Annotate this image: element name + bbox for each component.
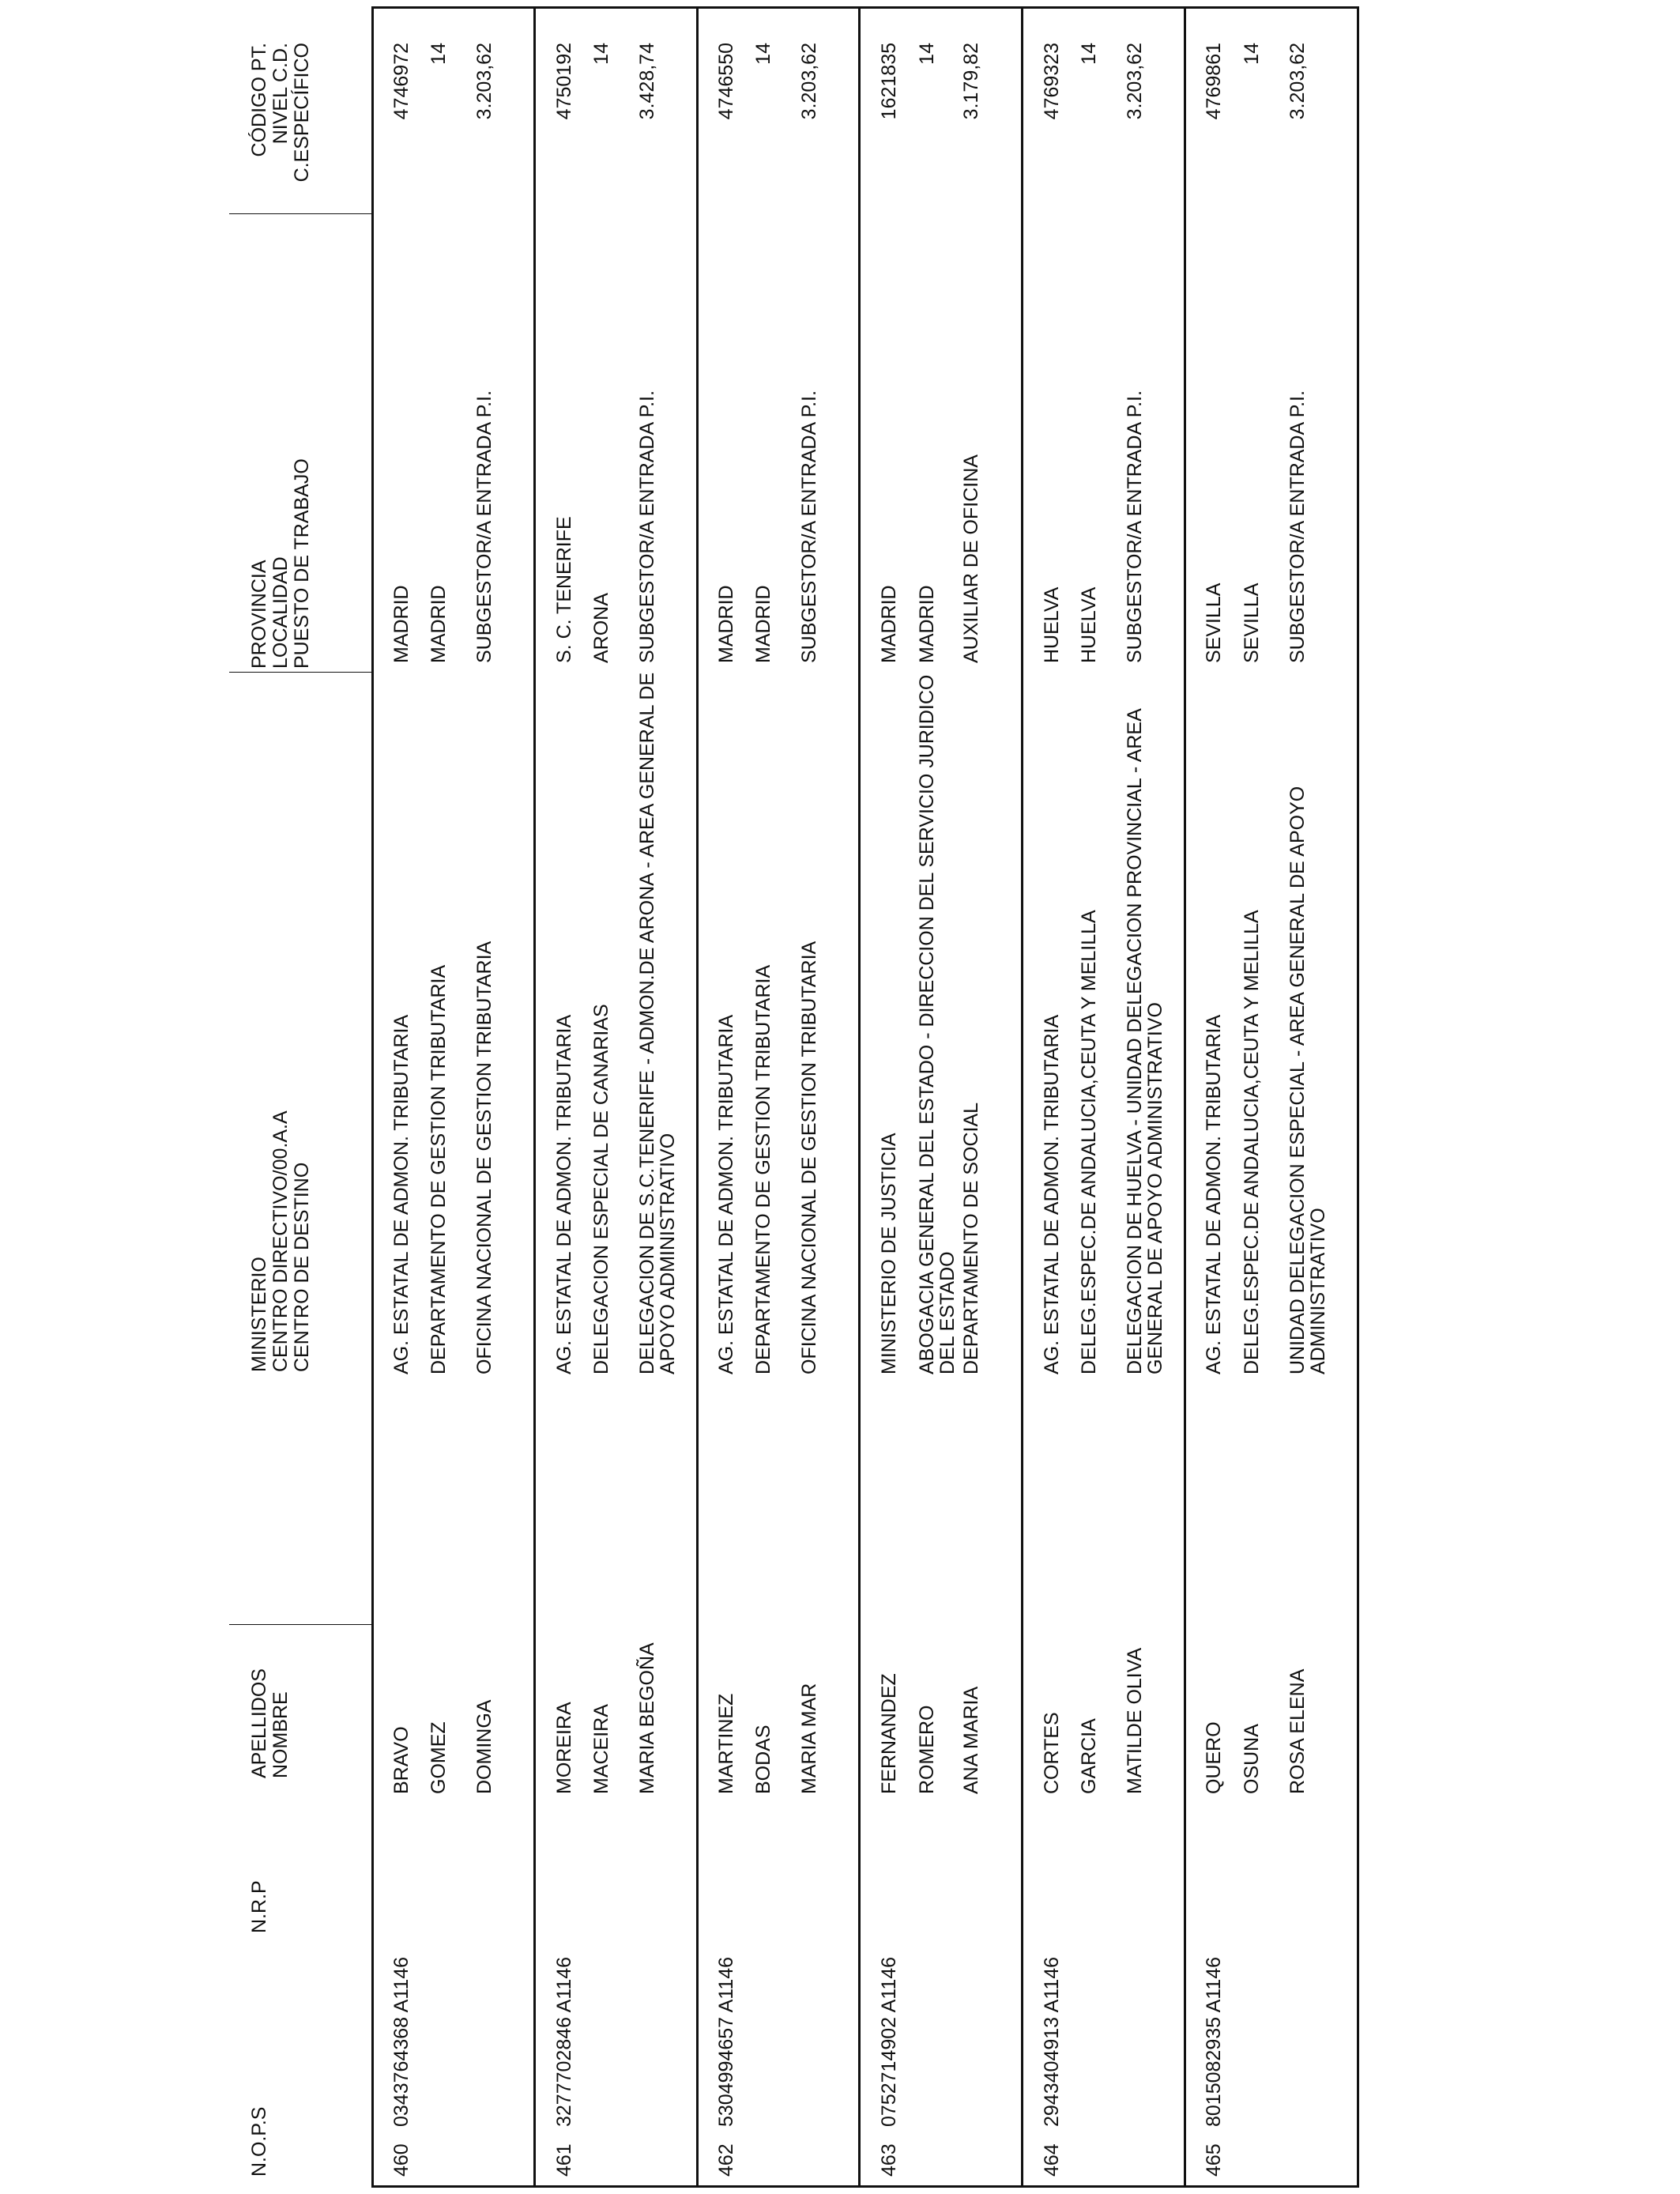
provincia-cell: MADRID bbox=[878, 585, 900, 663]
nops-cell: 460 bbox=[390, 2143, 412, 2177]
puesto-cell: SUBGESTOR/A ENTRADA P.I. bbox=[1124, 390, 1146, 663]
centro-destino-cell: UNIDAD DELEGACION ESPECIAL - AREA GENERAL DE APOYO ADMINISTRATIVO bbox=[1286, 786, 1329, 1374]
apellido2-cell: MACEIRA bbox=[590, 1704, 612, 1794]
centro-directivo-cell: DEPARTAMENTO DE GESTION TRIBUTARIA bbox=[428, 964, 450, 1374]
ministerio-cell: AG. ESTATAL DE ADMON. TRIBUTARIA bbox=[1041, 1014, 1063, 1374]
nrp-cell: 0752714902 A1146 bbox=[878, 1956, 900, 2127]
centro-destino-cell: DEPARTAMENTO DE SOCIAL bbox=[960, 1102, 982, 1374]
provincia-cell: MADRID bbox=[390, 585, 412, 663]
header-nops: N.O.P.S bbox=[248, 2106, 270, 2177]
nombre-cell: DOMINGA bbox=[473, 1699, 495, 1794]
row-separator bbox=[533, 6, 536, 2188]
provincia-cell: S. C. TENERIFE bbox=[553, 516, 575, 663]
provincia-cell: MADRID bbox=[715, 585, 737, 663]
codigo-pt-cell: 4746972 bbox=[390, 43, 412, 120]
header-ministerio: MINISTERIO CENTRO DIRECTIVO/00.A.A CENTRO DE DESTINO bbox=[248, 1110, 313, 1372]
apellido2-cell: GARCIA bbox=[1078, 1718, 1100, 1794]
nombre-cell: MARIA BEGOÑA bbox=[636, 1642, 658, 1794]
header-codigo: CÓDIGO PT. NIVEL C.D. C.ESPECÍFICO bbox=[248, 43, 313, 183]
row-separator bbox=[1021, 6, 1023, 2188]
nrp-cell: 3277702846 A1146 bbox=[553, 1956, 575, 2127]
localidad-cell: MADRID bbox=[428, 585, 450, 663]
provincia-cell: HUELVA bbox=[1041, 586, 1063, 663]
ministerio-cell: AG. ESTATAL DE ADMON. TRIBUTARIA bbox=[1203, 1014, 1225, 1374]
row-separator bbox=[858, 6, 861, 2188]
apellido2-cell: GOMEZ bbox=[428, 1721, 450, 1794]
localidad-cell: MADRID bbox=[916, 585, 938, 663]
localidad-cell: SEVILLA bbox=[1241, 582, 1263, 663]
nombre-cell: ANA MARIA bbox=[960, 1686, 982, 1794]
especifico-cell: 3.179,82 bbox=[960, 43, 982, 120]
nops-cell: 464 bbox=[1041, 2143, 1063, 2177]
centro-destino-cell: OFICINA NACIONAL DE GESTION TRIBUTARIA bbox=[798, 941, 820, 1374]
header-leader-line bbox=[229, 672, 371, 673]
header-leader-line bbox=[229, 213, 371, 214]
nrp-cell: 2943404913 A1146 bbox=[1041, 1956, 1063, 2127]
ministerio-cell: AG. ESTATAL DE ADMON. TRIBUTARIA bbox=[390, 1014, 412, 1374]
centro-destino-cell: DELEGACION DE HUELVA - UNIDAD DELEGACION PROVINCIAL - AREA GENERAL DE APOYO ADMINISTRATIVO bbox=[1124, 709, 1166, 1374]
centro-directivo-cell: DELEG.ESPEC.DE ANDALUCIA,CEUTA Y MELILLA bbox=[1078, 910, 1100, 1374]
nops-cell: 463 bbox=[878, 2143, 900, 2177]
centro-directivo-cell: ABOGACIA GENERAL DEL ESTADO - DIRECCION DEL SERVICIO JURIDICO DEL ESTADO bbox=[916, 674, 959, 1374]
nops-cell: 461 bbox=[553, 2143, 575, 2177]
provincia-cell: SEVILLA bbox=[1203, 582, 1225, 663]
puesto-cell: SUBGESTOR/A ENTRADA P.I. bbox=[1286, 390, 1309, 663]
puesto-cell: AUXILIAR DE OFICINA bbox=[960, 454, 982, 663]
nombre-cell: ROSA ELENA bbox=[1286, 1668, 1309, 1794]
apellido1-cell: MOREIRA bbox=[553, 1702, 575, 1794]
nrp-cell: 8015082935 A1146 bbox=[1203, 1956, 1225, 2127]
ministerio-cell: AG. ESTATAL DE ADMON. TRIBUTARIA bbox=[553, 1014, 575, 1374]
codigo-pt-cell: 4746550 bbox=[715, 43, 737, 120]
localidad-cell: HUELVA bbox=[1078, 586, 1100, 663]
nrp-cell: 5304994657 A1146 bbox=[715, 1956, 737, 2127]
nivel-cd-cell: 14 bbox=[428, 43, 450, 65]
localidad-cell: ARONA bbox=[590, 593, 612, 663]
puesto-cell: SUBGESTOR/A ENTRADA P.I. bbox=[473, 390, 495, 663]
centro-destino-cell: OFICINA NACIONAL DE GESTION TRIBUTARIA bbox=[473, 941, 495, 1374]
nombre-cell: MATILDE OLIVA bbox=[1124, 1647, 1146, 1794]
apellido1-cell: BRAVO bbox=[390, 1726, 412, 1794]
apellido2-cell: BODAS bbox=[752, 1725, 774, 1794]
nivel-cd-cell: 14 bbox=[916, 43, 938, 65]
codigo-pt-cell: 4769861 bbox=[1203, 43, 1225, 120]
apellido2-cell: ROMERO bbox=[916, 1705, 938, 1794]
apellido1-cell: MARTINEZ bbox=[715, 1693, 737, 1794]
codigo-pt-cell: 1621835 bbox=[878, 43, 900, 120]
especifico-cell: 3.203,62 bbox=[1286, 43, 1309, 120]
centro-directivo-cell: DELEG.ESPEC.DE ANDALUCIA,CEUTA Y MELILLA bbox=[1241, 910, 1263, 1374]
row-separator bbox=[696, 6, 699, 2188]
especifico-cell: 3.428,74 bbox=[636, 43, 658, 120]
nivel-cd-cell: 14 bbox=[752, 43, 774, 65]
especifico-cell: 3.203,62 bbox=[1124, 43, 1146, 120]
apellido2-cell: OSUNA bbox=[1241, 1724, 1263, 1794]
header-nrp: N.R.P bbox=[248, 1880, 270, 1933]
nombre-cell: MARIA MAR bbox=[798, 1683, 820, 1794]
apellido1-cell: FERNANDEZ bbox=[878, 1673, 900, 1794]
header-leader-line bbox=[229, 1624, 371, 1625]
apellido1-cell: QUERO bbox=[1203, 1721, 1225, 1794]
codigo-pt-cell: 4750192 bbox=[553, 43, 575, 120]
centro-directivo-cell: DEPARTAMENTO DE GESTION TRIBUTARIA bbox=[752, 964, 774, 1374]
codigo-pt-cell: 4769323 bbox=[1041, 43, 1063, 120]
nops-cell: 465 bbox=[1203, 2143, 1225, 2177]
nops-cell: 462 bbox=[715, 2143, 737, 2177]
localidad-cell: MADRID bbox=[752, 585, 774, 663]
nivel-cd-cell: 14 bbox=[1241, 43, 1263, 65]
ministerio-cell: MINISTERIO DE JUSTICIA bbox=[878, 1133, 900, 1374]
puesto-cell: SUBGESTOR/A ENTRADA P.I. bbox=[798, 390, 820, 663]
especifico-cell: 3.203,62 bbox=[473, 43, 495, 120]
header-apellidos: APELLIDOS NOMBRE bbox=[248, 1668, 292, 1778]
nivel-cd-cell: 14 bbox=[590, 43, 612, 65]
centro-destino-cell: DELEGACION DE S.C.TENERIFE - ADMON.DE ARONA - AREA GENERAL DE APOYO ADMINISTRATIVO bbox=[636, 672, 679, 1374]
nivel-cd-cell: 14 bbox=[1078, 43, 1100, 65]
nrp-cell: 0343764368 A1146 bbox=[390, 1956, 412, 2127]
especifico-cell: 3.203,62 bbox=[798, 43, 820, 120]
row-separator bbox=[1184, 6, 1186, 2188]
apellido1-cell: CORTES bbox=[1041, 1712, 1063, 1794]
header-provincia: PROVINCIA LOCALIDAD PUESTO DE TRABAJO bbox=[248, 458, 313, 669]
ministerio-cell: AG. ESTATAL DE ADMON. TRIBUTARIA bbox=[715, 1014, 737, 1374]
centro-directivo-cell: DELEGACION ESPECIAL DE CANARIAS bbox=[590, 1004, 612, 1374]
puesto-cell: SUBGESTOR/A ENTRADA P.I. bbox=[636, 390, 658, 663]
